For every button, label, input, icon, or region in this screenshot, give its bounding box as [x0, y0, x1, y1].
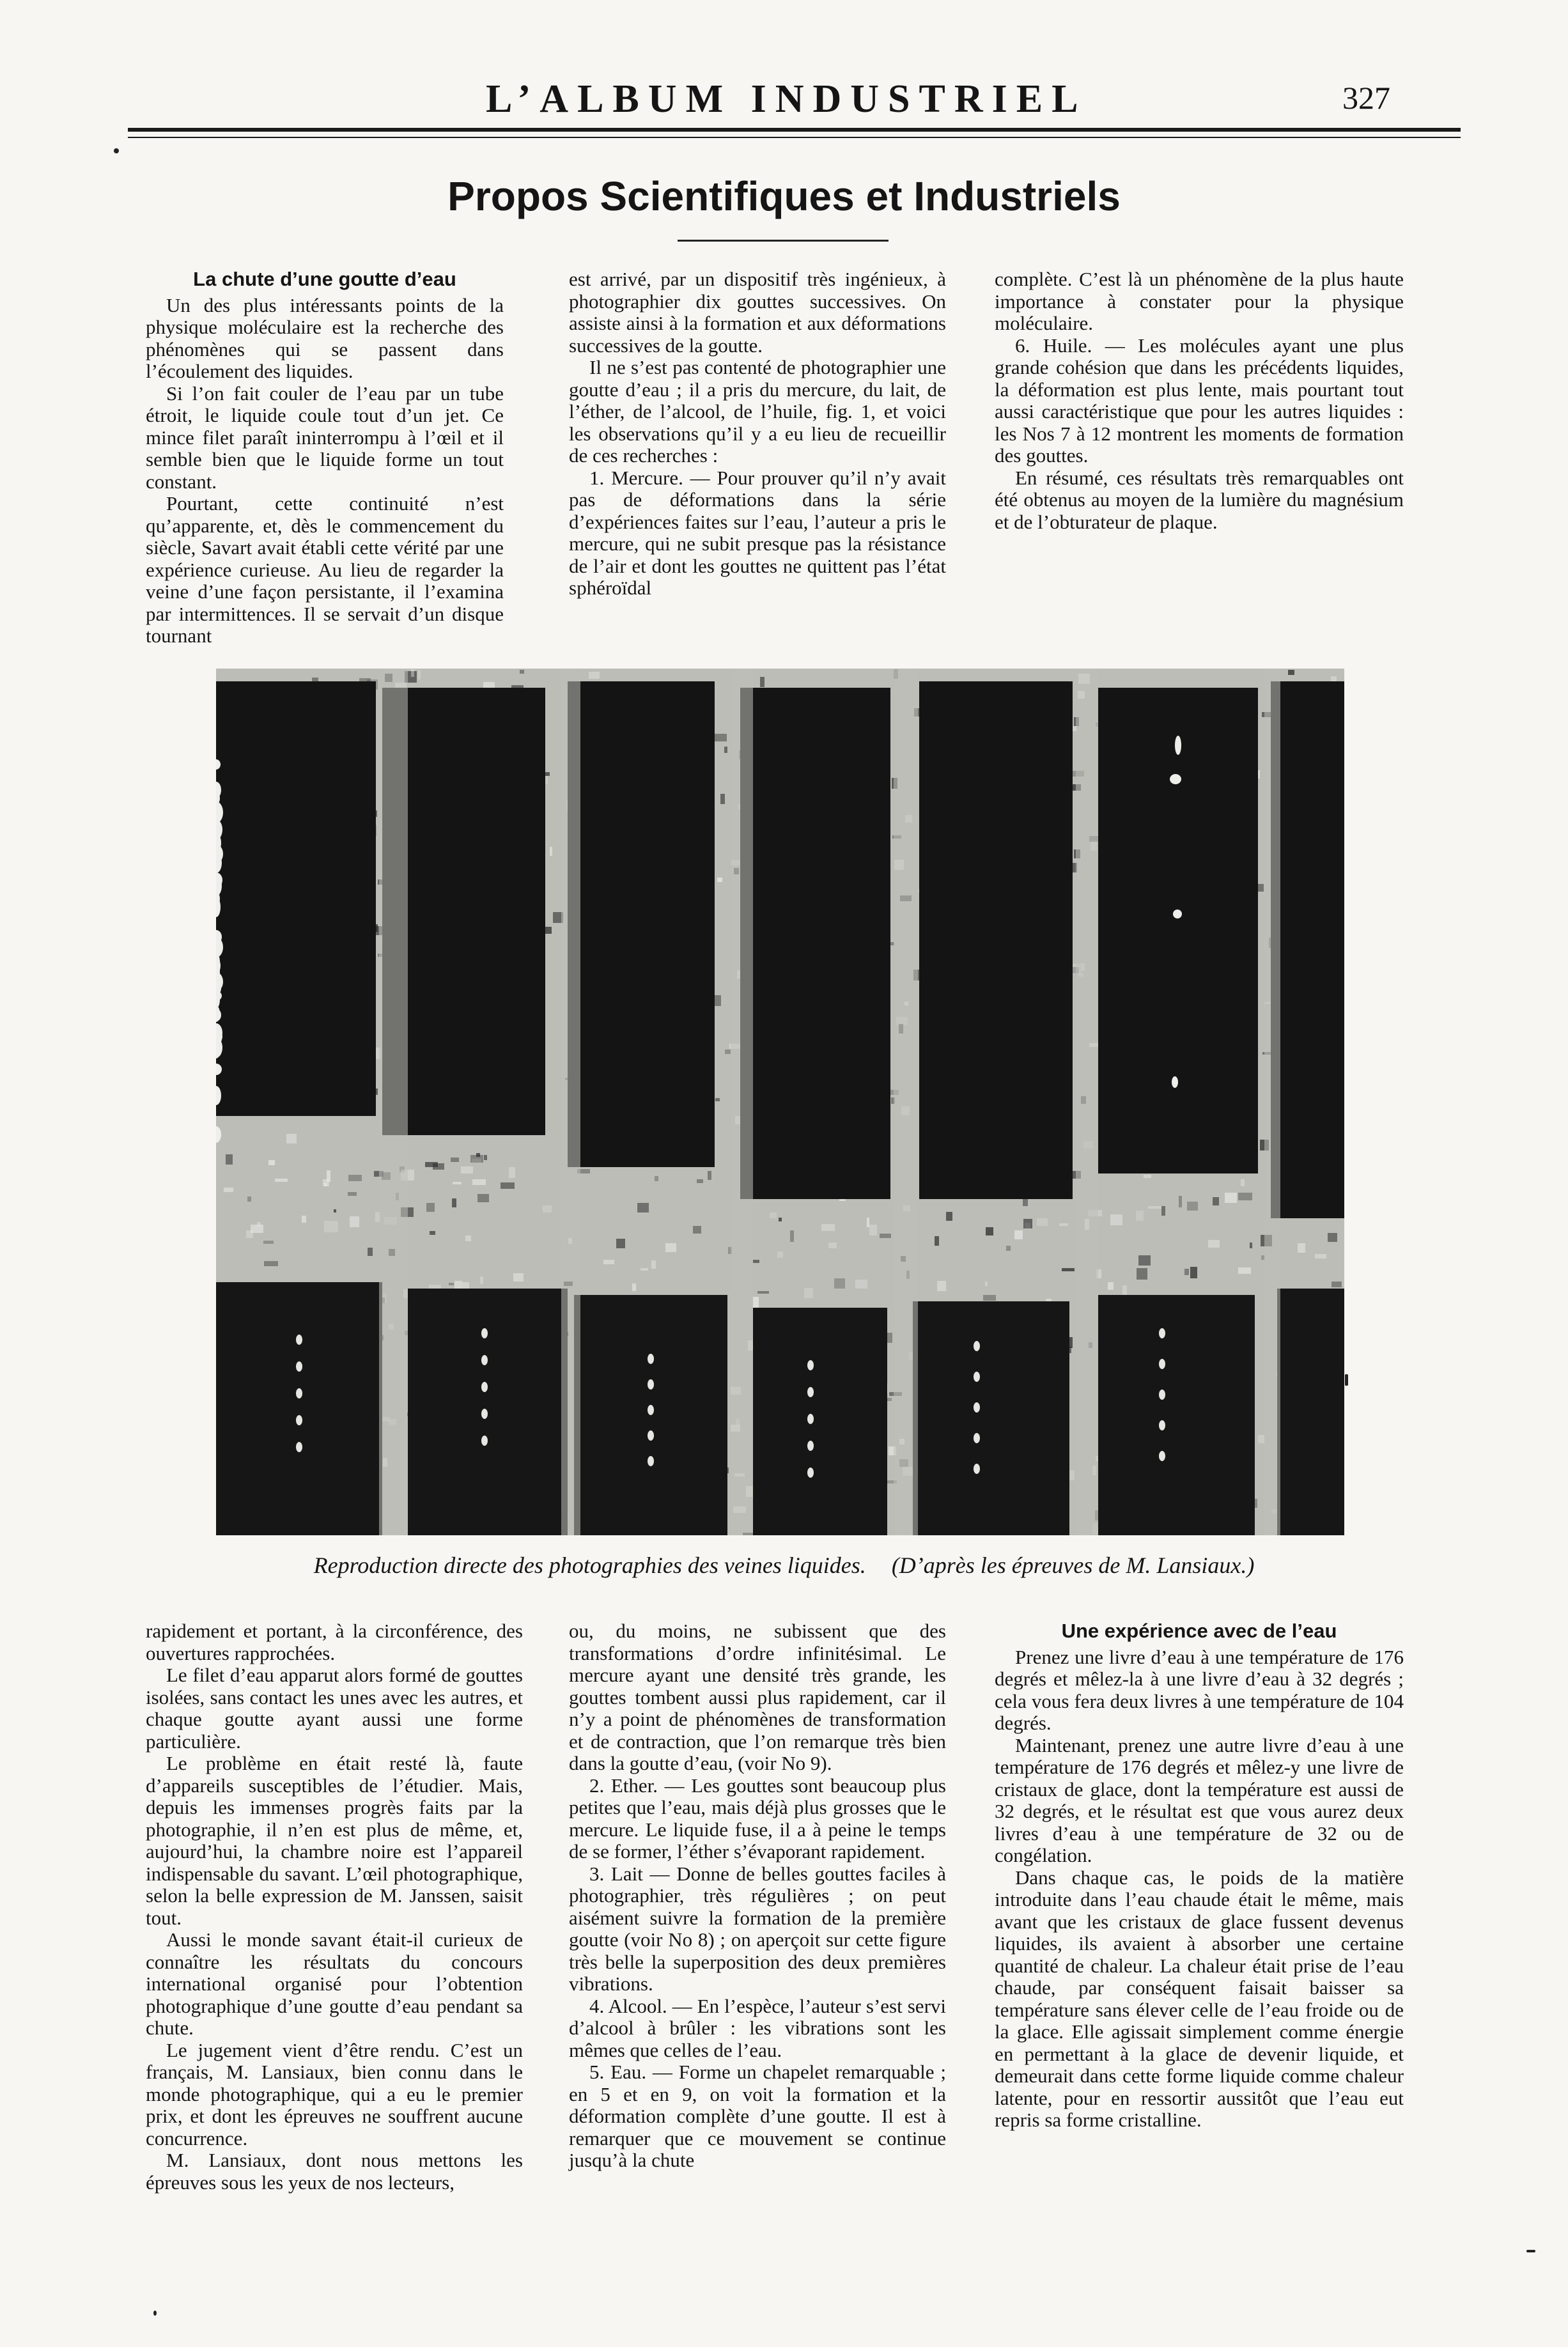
section-heading-drop: La chute d’une goutte d’eau: [193, 268, 456, 290]
photo-grain: [935, 1236, 939, 1246]
water-drop: [1159, 1451, 1165, 1461]
section-heading-experiment: Une expérience avec de l’eau: [1061, 1620, 1337, 1642]
photo-grain: [1138, 1255, 1151, 1266]
photo-panel: [1098, 688, 1258, 1174]
photo-grain: [1184, 1269, 1189, 1275]
water-drop: [1159, 1359, 1165, 1369]
photo-grain: [1110, 1214, 1122, 1225]
photo-grain: [480, 1276, 483, 1284]
water-drop: [481, 1355, 488, 1365]
paragraph: 2. Ether. — Les gouttes sont beaucoup plus petites que l’eau, mais déjà plus grosses que le mercure. Le liquide fuse, il a à peine le temps de se former, l’éther s’évaporant rapidement.: [569, 1774, 946, 1863]
photo-grain: [368, 1248, 373, 1256]
paragraph: 3. Lait — Donne de belles gouttes faciles à photographier, très régulières ; on peut aisément suivre la formation de la première goutte (voir No 8) ; on aperçoit sur cette figure très belle la superposition des deux premières vibrations.: [569, 1862, 946, 1995]
photo-grain: [1059, 1223, 1068, 1226]
water-drop: [296, 1442, 302, 1452]
photo-grain: [452, 1198, 456, 1207]
photo-panel: [1098, 1295, 1255, 1535]
paragraph: Dans chaque cas, le poids de la matière introduite dans l’eau chaude était le même, mais avant que les cristaux de glace fussent devenus liquides, ils avaient à absorber une certaine quantité de chaleur. La chaleur était prise de l’eau chaude, par conséquent faisait baisser sa température sans élever celle de l’eau froide ou de la glace. Elle agissait simplement comme énergie en permettant à la glace de devenir liquide, et demeurait dans cette forme liquide comme chaleur latente, pour en ressortir aussitôt que l’eau eut repris sa forme cristalline.: [995, 1866, 1404, 2131]
photo-grain: [1122, 1285, 1127, 1296]
photo-grain: [637, 1203, 649, 1212]
photo-grain: [451, 1158, 459, 1162]
water-drop: [807, 1360, 814, 1370]
photo-grain: [268, 1160, 275, 1165]
print-speck: [114, 148, 119, 153]
water-drop: [1159, 1420, 1165, 1430]
photo-grain: [770, 1212, 777, 1218]
photo-grain: [1213, 1197, 1219, 1205]
water-drop: [481, 1409, 488, 1419]
photo-grain: [426, 1203, 435, 1212]
photo-grain: [828, 1243, 837, 1248]
paragraph: Si l’on fait couler de l’eau par un tube étroit, le liquide coule tout d’un jet. Ce mince filet paraît ininterrompu à l’œil et il semble bien que le liquide forme un tout constant.: [146, 382, 504, 493]
water-drop: [1172, 1076, 1178, 1088]
paragraph: Maintenant, prenez une autre livre d’eau à une température de 176 degrés et mêlez-y une livre de cristaux de glace, dont la température est aussi de 32 degrés, et le résultat est que vous aurez deux livres d’eau à une température de 32 ou de congélation.: [995, 1733, 1404, 1866]
photo-grain: [454, 1281, 462, 1289]
photo-grain: [327, 1170, 330, 1182]
drops-photograph-image: [216, 669, 1344, 1535]
photo-panel: [1271, 681, 1344, 1218]
photo-gap: [731, 669, 753, 1535]
photo-grain: [247, 1197, 251, 1202]
caption-credit: (D’après les épreuves de M. Lansiaux.): [891, 1553, 1255, 1578]
photo-panel: [568, 681, 715, 1167]
photo-grain: [753, 1297, 759, 1308]
paragraph: Aussi le monde savant était-il curieux de connaître les résultats du concours international organisé pour l’obtention photographique d’une goutte d’eau pendant sa chute.: [146, 1928, 523, 2039]
paragraph: 1. Mercure. — Pour prouver qu’il n’y avait pas de déformations dans la série d’expériences faites sur l’eau, l’auteur a pris le mercure, qui ne subit presque pas la résistance de l’air et dont les gouttes ne quittent pas l’état sphéroïdal: [569, 466, 946, 599]
photo-grain: [616, 1239, 625, 1248]
running-title: L’ALBUM INDUSTRIEL: [486, 77, 1087, 121]
photo-grain: [1179, 1196, 1182, 1207]
photo-grain: [1148, 1206, 1161, 1209]
paragraph: Prenez une livre d’eau à une température de 176 degrés et mêlez-la à une livre d’eau à 32 degrés ; cela vous fera deux livres à une température de 104 degrés.: [995, 1645, 1404, 1734]
photo-grain: [1250, 1243, 1252, 1248]
photo-panel: [740, 688, 890, 1199]
photo-panel: [913, 1301, 1069, 1535]
water-drop: [1170, 774, 1181, 784]
water-drop: [648, 1430, 654, 1441]
photo-grain: [1187, 1202, 1198, 1211]
water-drop: [296, 1415, 302, 1425]
photo-grain: [1062, 1268, 1075, 1271]
photo-grain: [411, 669, 414, 677]
caption-text: Reproduction directe des photographies des veines liquides.: [313, 1553, 866, 1578]
photo-grain: [348, 1175, 362, 1181]
photo-grain: [1298, 1243, 1305, 1253]
photo-grain: [472, 1179, 486, 1185]
print-speck: [1345, 1374, 1348, 1386]
photo-grain: [632, 1283, 636, 1291]
photo-grain: [869, 1225, 877, 1235]
water-drop: [481, 1436, 488, 1446]
photo-panel: [408, 1289, 568, 1535]
photo-grain: [757, 1291, 769, 1294]
paragraph: rapidement et portant, à la circonférence, des ouvertures rapprochées.: [146, 1620, 523, 1664]
photo-grain: [589, 672, 600, 679]
photo-grain: [334, 1209, 336, 1212]
water-drop: [1159, 1390, 1165, 1400]
photo-grain: [484, 1155, 487, 1160]
photo-grain: [246, 1230, 253, 1238]
photo-grain: [302, 1216, 306, 1223]
photo-grain: [425, 1162, 438, 1167]
photo-grain: [1208, 1240, 1220, 1248]
photo-grain: [937, 1281, 946, 1291]
water-drop: [481, 1328, 488, 1338]
photo-grain: [880, 1234, 891, 1238]
water-drop: [648, 1456, 654, 1466]
photo-grain: [1136, 1211, 1144, 1221]
water-drop: [648, 1405, 654, 1415]
paragraph: 5. Eau. — Forme un chapelet remarquable ; en 5 et en 9, on voit la formation et la déformation complète d’une goutte. Il est à remarquer que ce mouvement se continue jusqu’à la chute: [569, 2061, 946, 2171]
photo-grain: [855, 1280, 867, 1289]
photo-grain: [461, 1166, 473, 1174]
photo-grain: [720, 794, 725, 804]
photo-grain: [324, 1221, 338, 1232]
water-drop: [481, 1382, 488, 1392]
photo-grain: [286, 1134, 297, 1143]
water-drop: [296, 1335, 302, 1345]
article-title: Propos Scientifiques et Industriels: [447, 173, 1121, 219]
photo-grain: [348, 1192, 357, 1196]
photo-grain: [1241, 1179, 1245, 1186]
photo-grain: [655, 1176, 658, 1181]
photo-grain: [1108, 1282, 1114, 1290]
photo-grain: [1006, 1246, 1011, 1251]
photo-panel: [216, 1282, 382, 1535]
photo-gap: [1076, 669, 1098, 1535]
water-drop: [974, 1341, 980, 1351]
photo-grain: [986, 1227, 993, 1235]
photo-grain: [651, 1260, 656, 1269]
photo-grain: [753, 1260, 759, 1263]
photo-grain: [713, 734, 727, 741]
photo-grain: [264, 1261, 278, 1266]
photo-grain: [1014, 1230, 1023, 1239]
paragraph: 6. Huile. — Les molécules ayant une plus grande cohésion que dans les précédents liquides, la déformation est plus lente, mais pourtant tout aussi caractéristique que pour les autres liquides : les Nos 7 à 12 montrent les moments de formation des gouttes.: [995, 334, 1404, 467]
photo-grain: [790, 1230, 794, 1242]
photo-grain: [1137, 1268, 1147, 1280]
photo-grain: [867, 1218, 869, 1227]
photo-panel: [1277, 1289, 1344, 1535]
paragraph: Un des plus intéressants points de la physique moléculaire est la recherche des phénomènes qui se passent dans l’écoulement des liquides.: [146, 293, 504, 382]
photo-grain: [1144, 1175, 1151, 1178]
photo-grain: [946, 1212, 952, 1221]
photo-grain: [430, 1231, 435, 1235]
photo-grain: [1258, 1435, 1264, 1443]
paragraph: En résumé, ces résultats très remarquables ont été obtenus au moyen de la lumière du magnésium et de l’obturateur de plaque.: [995, 466, 1404, 533]
photo-grain: [418, 670, 421, 679]
paragraph: Le problème en était resté là, faute d’appareils susceptibles de l’étudier. Mais, depuis les immenses progrès faits par la photographie, il n’en est plus de même, et, aujourd’hui, la chambre noire est l’appareil indispensable du savant. L’œil photographique, selon la belle expression de M. Janssen, saisit tout.: [146, 1752, 523, 1929]
photo-grain: [501, 1182, 515, 1189]
photo-grain: [693, 1226, 701, 1234]
photo-grain: [821, 1224, 835, 1231]
water-drop: [807, 1468, 814, 1478]
bottom-column-1: [146, 1620, 523, 2194]
photo-gap: [894, 669, 918, 1535]
photo-grain: [717, 878, 722, 882]
photo-gap: [561, 669, 580, 1535]
header-rule-thin: [128, 137, 1461, 138]
water-drop: [807, 1414, 814, 1424]
photo-grain: [724, 747, 727, 753]
photo-grain: [1225, 1193, 1237, 1203]
photo-grain: [1238, 1193, 1252, 1200]
photo-grain: [1190, 1267, 1197, 1278]
water-drop: [1159, 1328, 1165, 1338]
paragraph: Le jugement vient d’être rendu. C’est un français, M. Lansiaux, bien connu dans le monde photographique, qui a eu le premier prix, et dont les épreuves ne souffrent aucune concurrence.: [146, 2038, 523, 2149]
photo-panel: [216, 681, 376, 1116]
photo-grain: [1328, 1233, 1337, 1242]
bottom-column-2: [569, 1620, 946, 2172]
header-rule-thick: [128, 128, 1461, 132]
water-drop: [648, 1379, 654, 1390]
photo-grain: [804, 1288, 813, 1298]
photo-grain: [640, 1268, 648, 1271]
drops-photograph: [216, 669, 1344, 1535]
photo-panel: [919, 681, 1073, 1199]
photo-grain: [1161, 1206, 1165, 1216]
photo-grain: [760, 677, 765, 687]
photo-grain: [1023, 1219, 1032, 1228]
bottom-column-3: [995, 1620, 1404, 2132]
paragraph: Le filet d’eau apparut alors formé de gouttes isolées, sans contact les unes avec les autres, et chaque goutte ayant aussi une forme particulière.: [146, 1664, 523, 1753]
water-drop: [807, 1387, 814, 1397]
water-drop: [974, 1372, 980, 1382]
top-column-3: [995, 268, 1404, 533]
photo-grain: [275, 1179, 288, 1182]
photo-grain: [1238, 1267, 1251, 1274]
paragraph: Pourtant, cette continuité n’est qu’apparente, et, dès le commencement du siècle, Savart avait établi cette vérité par une expérience curieuse. Au lieu de regarder la veine d’une façon persistante, il l’examina par intermittences. Il se servait d’un disque tournant: [146, 492, 504, 647]
photo-grain: [509, 1167, 515, 1178]
photo-grain: [545, 927, 552, 934]
photo-grain: [834, 1278, 845, 1289]
print-speck: [1526, 2250, 1535, 2252]
paragraph: 4. Alcool. — En l’espèce, l’auteur s’est servi d’alcool à brûler : les vibrations sont les mêmes que celles de l’eau.: [569, 1994, 946, 2061]
photo-grain: [324, 1183, 327, 1186]
water-drop: [974, 1433, 980, 1443]
photo-grain: [449, 1283, 454, 1285]
photo-grain: [465, 1235, 471, 1241]
photo-panel: [753, 1308, 887, 1535]
photo-grain: [1315, 1254, 1326, 1259]
paragraph: Il ne s’est pas contenté de photographier une goutte d’eau ; il a pris du mercure, du lait, de l’éther, de l’alcool, de l’huile, fig. 1, et voici les observations qu’il y a eu lieu de recueillir de ces recherches :: [569, 356, 946, 467]
print-speck: [153, 2311, 157, 2316]
paragraph: est arrivé, par un dispositif très ingénieux, à photographier dix gouttes successives. On assiste ainsi à la formation et aux déformations successives de la goutte.: [569, 268, 946, 357]
photo-grain: [520, 670, 524, 674]
water-drop: [974, 1402, 980, 1413]
photo-grain: [1261, 1255, 1264, 1260]
photo-grain: [477, 1194, 489, 1202]
photo-grain: [453, 1182, 462, 1184]
page-number: 327: [1342, 80, 1390, 116]
photo-grain: [603, 1260, 614, 1264]
photo-grain: [779, 1218, 782, 1221]
paragraph: ou, du moins, ne subissent que des transformations d’ordre infinitésimal. Le mercure ayant une densité très grande, les gouttes tombent aussi plus rapidement, car il n’y a point de phénomènes de transformation et de contraction, que l’on remarque très bien dans la goutte d’eau, (voir No 9).: [569, 1620, 946, 1774]
photo-grain: [715, 1098, 720, 1101]
photo-grain: [985, 1282, 988, 1286]
photo-grain: [1288, 670, 1294, 675]
photo-grain: [777, 1251, 783, 1258]
photo-grain: [350, 1216, 359, 1227]
water-drop: [296, 1388, 302, 1398]
photo-grain: [550, 847, 552, 856]
photo-grain: [224, 1188, 233, 1192]
water-drop: [1175, 736, 1181, 755]
top-column-2: [569, 268, 946, 600]
photo-grain: [513, 1273, 524, 1282]
photo-grain: [665, 1243, 676, 1252]
photo-grain: [708, 1171, 711, 1180]
paragraph: M. Lansiaux, dont nous mettons les épreuves sous les yeux de nos lecteurs,: [146, 2149, 523, 2194]
water-drop: [807, 1441, 814, 1451]
photo-gap: [1264, 669, 1280, 1535]
water-drop: [974, 1464, 980, 1474]
photo-grain: [1023, 1198, 1028, 1206]
photo-grain: [476, 1153, 480, 1157]
water-drop: [296, 1361, 302, 1372]
photo-grain: [983, 1295, 996, 1301]
photo-grain: [725, 1050, 731, 1054]
figure-caption: [0, 1552, 1568, 1579]
photo-grain: [1037, 1218, 1048, 1226]
photo-grain: [697, 1179, 703, 1183]
top-column-1: [146, 268, 504, 647]
photo-grain: [263, 1241, 274, 1244]
paragraph: complète. C’est là un phénomène de la plus haute importance à constater pour la physique moléculaire.: [995, 268, 1404, 334]
photo-grain: [226, 1154, 233, 1165]
photo-gap: [379, 669, 408, 1535]
photo-grain: [1331, 1282, 1342, 1287]
title-rule: [678, 240, 889, 242]
water-drop: [1173, 910, 1182, 918]
photo-grain: [543, 1205, 552, 1212]
water-drop: [648, 1354, 654, 1364]
